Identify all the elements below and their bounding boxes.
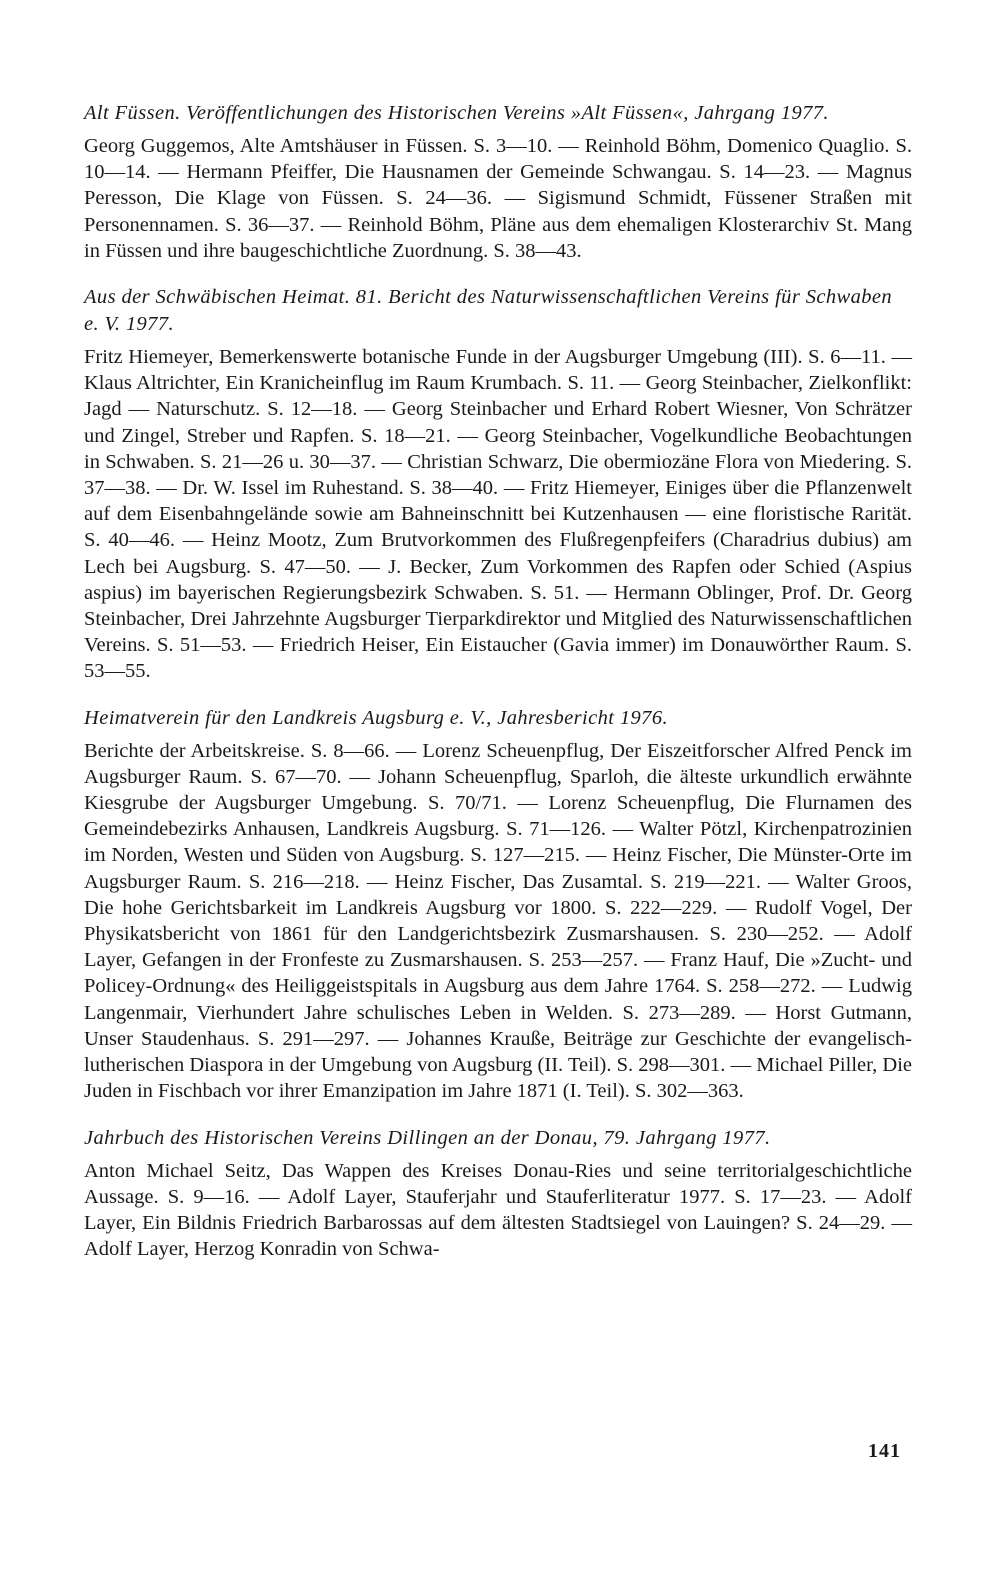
entry-alt-fuessen [84, 100, 912, 264]
entry-title: Alt Füssen. Veröffentlichungen des Historischen Vereins »Alt Füssen«, Jahrgang 1977. [84, 102, 829, 124]
entry-title: Aus der Schwäbischen Heimat. 81. Bericht des Naturwissenschaftlichen Vereins für Schwaben e. V. 1977. [84, 286, 893, 336]
page-content [84, 100, 912, 1282]
entry-title: Jahrbuch des Historischen Vereins Dillingen an der Donau, 79. Jahrgang 1977. [84, 1126, 771, 1149]
entry-body: Anton Michael Seitz, Das Wappen des Kreises Donau-Ries und seine territorialgeschichtliche Aussage. S. 9—16. — Adolf Layer, Stauferjahr und Stauferliteratur 1977. S. 17—23. — Adolf Layer, Ein Bildnis Friedrich Barbarossas auf dem ältesten Stadtsiegel von Lauingen? S. 24—29. — Adolf Layer, Herzog Konradin von Schwa- [84, 1159, 912, 1261]
entry-body: Berichte der Arbeitskreise. S. 8—66. — Lorenz Scheuenpflug, Der Eiszeitforscher Alfred Penck im Augsburger Raum. S. 67—70. — Johann Scheuenpflug, Sparloh, die älteste urkundlich erwähnte Kiesgrube der Augsburger Umgebung. S. 70/71. — Lorenz Scheuenpflug, Die Flurnamen des Gemeindebezirks Anhausen, Landkreis Augsburg. S. 71—126. — Walter Pötzl, Kirchenpatrozinien im Norden, Westen und Süden von Augsburg. S. 127—215. — Heinz Fischer, Die Münster-Orte im Augsburger Raum. S. 216—218. — Heinz Fischer, Das Zusamtal. S. 219—221. — Walter Groos, Die hohe Gerichtsbarkeit im Landkreis Augsburg vor 1800. S. 222—229. — Rudolf Vogel, Der Physikatsbericht von 1861 für den Landgerichtsbezirk Zusmarshausen. S. 230—252. — Adolf Layer, Gefangen in der Fronfeste zu Zusmarshausen. S. 253—257. — Franz Hauf, Die »Zucht- und Policey-Ordnung« des Heiliggeistspitals in Augsburg aus dem Jahre 1764. S. 258—272. — Ludwig Langenmair, Vierhundert Jahre schulisches Leben in Welden. S. 273—289. — Horst Gutmann, Unser Staudenhaus. S. 291—297. — Johannes Krauße, Beiträge zur Geschichte der evangelisch-lutherischen Diaspora in der Umgebung von Augsburg (II. Teil). S. 298—301. — Michael Piller, Die Juden in Fischbach vor ihrer Emanzipation im Jahre 1871 (I. Teil). S. 302—363. [84, 739, 912, 1103]
entry-jahrbuch-dillingen [84, 1125, 912, 1263]
entry-body: Georg Guggemos, Alte Amtshäuser in Füssen. S. 3—10. — Reinhold Böhm, Domenico Quaglio. S. 10—14. — Hermann Pfeiffer, Die Hausnamen der Gemeinde Schwangau. S. 14—23. — Magnus Peresson, Die Klage von Füssen. S. 24—36. — Sigismund Schmidt, Füssener Straßen mit Personennamen. S. 36—37. — Reinhold Böhm, Pläne aus dem ehemaligen Klosterarchiv St. Mang in Füssen und ihre baugeschichtliche Zuordnung. S. 38—43. [84, 135, 912, 262]
entry-title: Heimatverein für den Landkreis Augsburg e. V., Jahresbericht 1976. [84, 706, 669, 729]
entry-schwaebische-heimat [84, 284, 912, 685]
page-number: 141 [868, 1440, 901, 1462]
entry-heimatverein-augsburg [84, 705, 912, 1105]
entry-body: Fritz Hiemeyer, Bemerkenswerte botanische Funde in der Augsburger Umgebung (III). S. 6—11. — Klaus Altrichter, Ein Kranicheinflug im Raum Krumbach. S. 11. — Georg Steinbacher, Zielkonflikt: Jagd — Naturschutz. S. 12—18. — Georg Steinbacher und Erhard Robert Wiesner, Von Schrätzer und Zingel, Streber und Rapfen. S. 18—21. — Georg Steinbacher, Vogelkundliche Beobachtungen in Schwaben. S. 21—26 u. 30—37. — Christian Schwarz, Die obermiozäne Flora von Miedering. S. 37—38. — Dr. W. Issel im Ruhestand. S. 38—40. — Fritz Hiemeyer, Einiges über die Pflanzenwelt auf dem Eisenbahngelände sowie am Bahneinschnitt bei Kutzenhausen — eine floristische Rarität. S. 40—46. — Heinz Mootz, Zum Brutvorkommen des Flußregenpfeifers (Charadrius dubius) am Lech bei Augsburg. S. 47—50. — J. Becker, Zum Vorkommen des Rapfen oder Schied (Aspius aspius) im bayerischen Regierungsbezirk Schwaben. S. 51. — Hermann Oblinger, Prof. Dr. Georg Steinbacher, Drei Jahrzehnte Augsburger Tierparkdirektor und Mitglied des Naturwissenschaftlichen Vereins. S. 51—53. — Friedrich Heiser, Ein Eistaucher (Gavia immer) im Donauwörther Raum. S. 53—55. [84, 346, 912, 683]
